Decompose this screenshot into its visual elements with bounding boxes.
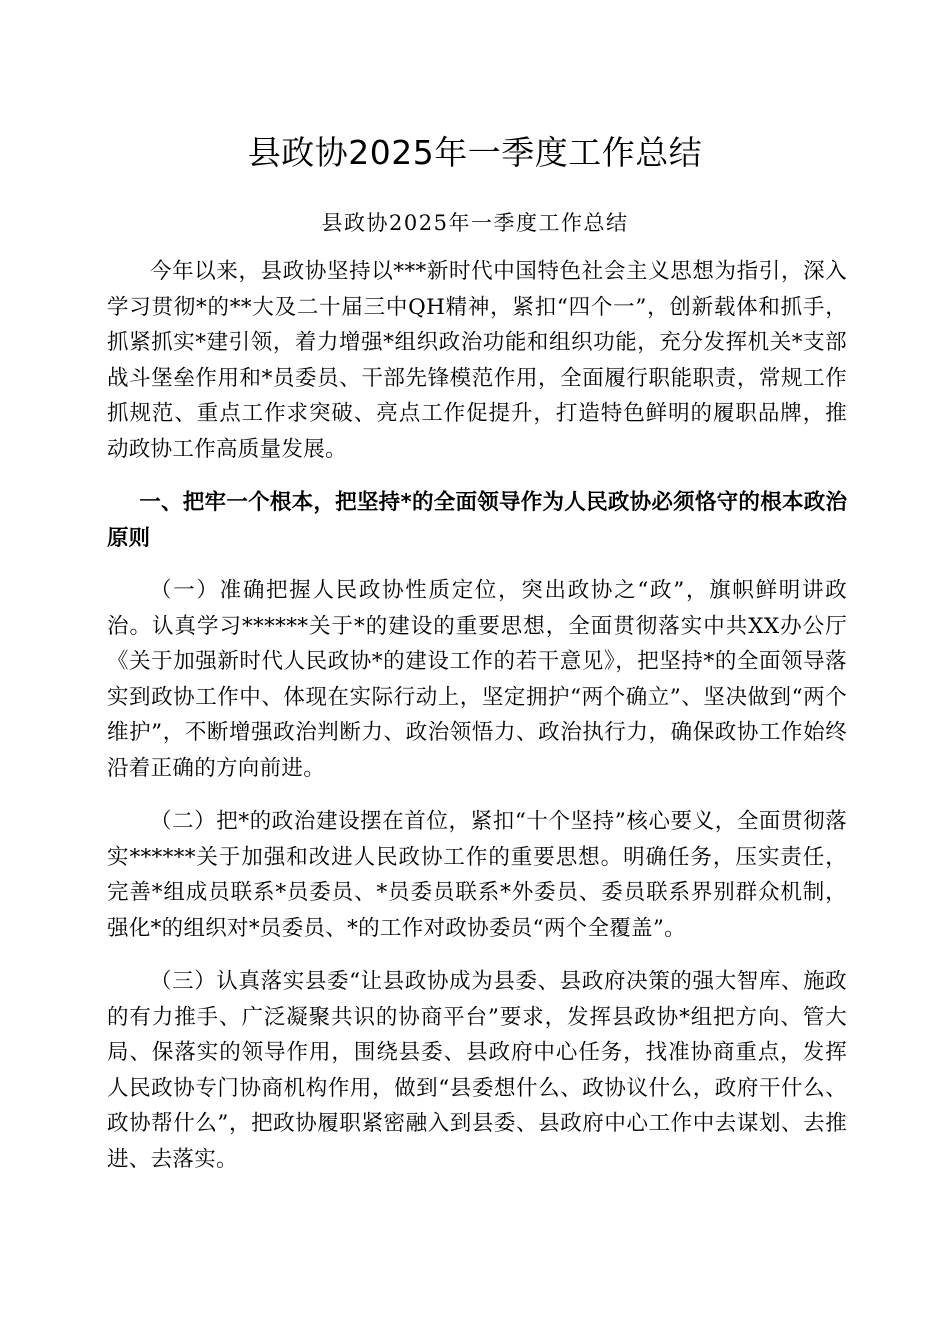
section-item-3: （三）认真落实县委“让县政协成为县委、县政府决策的强大智库、施政的有力推手、广泛凝聚共识的协商平台”要求，发挥县政协*组把方向、管大局、保落实的领导作用，围绕县委、县政府中心任务，找准协商重点，发挥人民政协专门协商机构作用，做到“县委想什么、政协议什么，政府干什么、政协帮什么”，把政协履职紧密融入到县委、县政府中心工作中去谋划、去推进、去落实。 (107, 969, 847, 1172)
document-body (107, 254, 847, 1195)
section-item-1: （一）准确把握人民政协性质定位，突出政协之“政”，旗帜鲜明讲政治。认真学习******关于*的建设的重要思想，全面贯彻落实中共XX办公厅《关于加强新时代人民政协*的建设工作的若干意见》，把坚持*的全面领导落实到政协工作中、体现在实际行动上，坚定拥护“两个确立”、坚决做到“两个维护”，不断增强政治判断力、政治领悟力、政治执行力，确保政协工作始终沿着正确的方向前进。 (107, 578, 847, 781)
section-item-2: （二）把*的政治建设摆在首位，紧扣“十个坚持”核心要义，全面贯彻落实******关于加强和改进人民政协工作的重要思想。明确任务，压实责任，完善*组成员联系*员委员、*员委员联系*外委员、委员联系界别群众机制，强化*的组织对*员委员、*的工作对政协委员“两个全覆盖”。 (107, 809, 847, 941)
document-title: 县政协2025年一季度工作总结 (247, 133, 703, 172)
section-heading: 一、把牢一个根本，把坚持*的全面领导作为人民政协必须恪守的根本政治原则 (107, 490, 847, 551)
document-subtitle: 县政协2025年一季度工作总结 (321, 211, 629, 235)
intro-paragraph: 今年以来，县政协坚持以***新时代中国特色社会主义思想为指引，深入学习贯彻*的**大及二十届三中QH精神，紧扣“四个一”，创新载体和抓手，抓紧抓实*建引领，着力增强*组织政治功能和组织功能，充分发挥机关*支部战斗堡垒作用和*员委员、干部先锋模范作用，全面履行职能职责，常规工作抓规范、重点工作求突破、亮点工作促提升，打造特色鲜明的履职品牌，推动政协工作高质量发展。 (107, 259, 847, 462)
